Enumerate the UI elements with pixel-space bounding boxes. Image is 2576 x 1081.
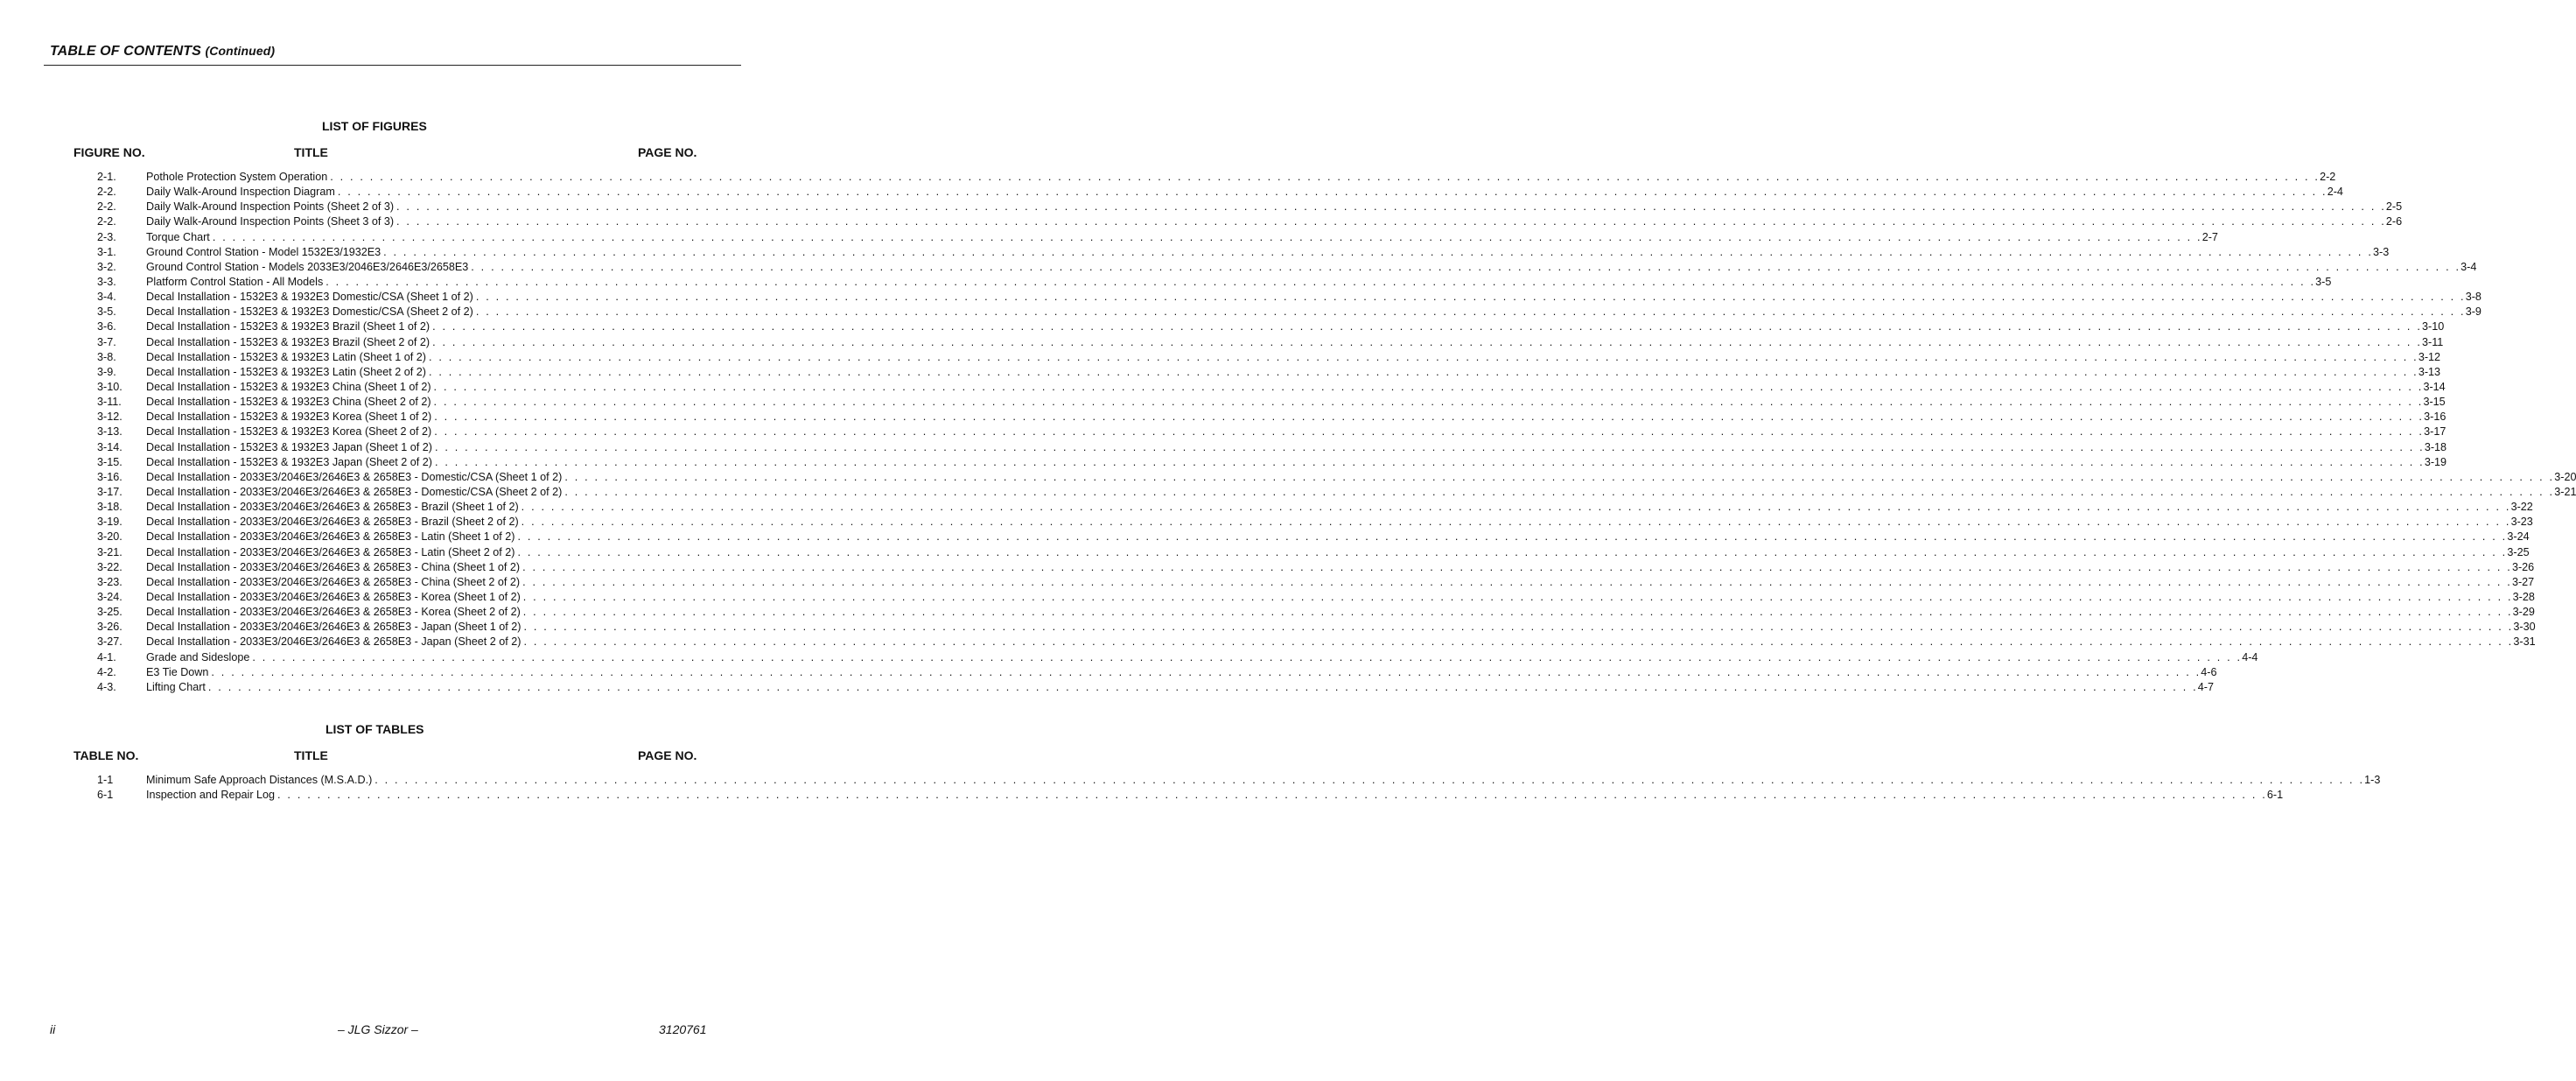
figure-entry[interactable] <box>97 365 2441 380</box>
figure-entry-number: 3-17. <box>97 485 122 498</box>
figure-entry[interactable] <box>97 200 2403 214</box>
figure-entry[interactable] <box>97 650 2258 665</box>
dot-leader: . . . . . . . . . . . . . . . . . . . . . . . . . . . . . . . . . . . . . . . . . . . . . . . . . . . . . . . . . . . . . . . . . . . . . . . . . . . . . . . . . . . . . . . . . . . . . . . . . . . . . . . . . . . . . . . . . . . . . . . . . . . . . . . . . . . . . . . . . . . . . . . . . . . . . . . . . . . . . . . . . . . . . . . . . . . . . . . . . . . . . . . . . . . . . . . . . . . . . . . . <box>211 665 2202 678</box>
figure-entry-page: 2-7 <box>2202 230 2223 245</box>
figure-entry-page: 2-4 <box>2328 185 2348 200</box>
figure-entry-page: 3-24 <box>2507 530 2529 544</box>
figure-entry[interactable] <box>97 335 2444 350</box>
figure-entry-page: 2-5 <box>2386 200 2407 214</box>
table-entry[interactable] <box>97 788 2284 803</box>
figure-entry-number: 4-2. <box>97 665 116 678</box>
figure-entry-title: Decal Installation - 2033E3/2046E3/2646E3 & 2658E3 - China (Sheet 1 of 2) <box>146 560 522 575</box>
figure-entry-number: 4-3. <box>97 680 116 693</box>
figure-entry-number: 3-7. <box>97 335 116 348</box>
figure-entry-number: 3-18. <box>97 501 122 514</box>
figure-entry-title: Decal Installation - 1532E3 & 1932E3 Latin (Sheet 1 of 2) <box>146 350 429 365</box>
figure-entry[interactable] <box>97 425 2446 439</box>
figure-entry[interactable] <box>97 185 2343 200</box>
figure-entry-page: 3-23 <box>2511 515 2533 530</box>
figure-entry-page: 3-30 <box>2513 620 2535 635</box>
figure-entry[interactable] <box>97 245 2390 260</box>
figure-entry[interactable] <box>97 395 2446 410</box>
figure-entry-page: 3-12 <box>2418 350 2440 365</box>
figure-entry[interactable] <box>97 680 2214 695</box>
figure-entry-title: Grade and Sideslope <box>146 650 252 665</box>
tables-section-title: LIST OF TABLES <box>326 722 424 736</box>
figure-entry-page: 3-14 <box>2423 380 2445 395</box>
figure-entry[interactable] <box>97 319 2445 334</box>
dot-leader: . . . . . . . . . . . . . . . . . . . . . . . . . . . . . . . . . . . . . . . . . . . . . . . . . . . . . . . . . . . . . . . . . . . . . . . . . . . . . . . . . . . . . . . . . . . . . . . . . . . . . . . . . . . . . . . . . . . . . . . . . . . . . . . . . . . . . . . . . . . . . . . . . . . . . . . . . . . . . . . . . . . . . . . . . . . . . . . . . . . . . . . . . . . . . . . . . . . . . . . . <box>434 455 2425 468</box>
figure-entry-title: Daily Walk-Around Inspection Diagram <box>146 185 338 200</box>
dot-leader: . . . . . . . . . . . . . . . . . . . . . . . . . . . . . . . . . . . . . . . . . . . . . . . . . . . . . . . . . . . . . . . . . . . . . . . . . . . . . . . . . . . . . . . . . . . . . . . . . . . . . . . . . . . . . . . . . . . . . . . . . . . . . . . . . . . . . . . . . . . . . . . . . . . . . . . . . . . . . . . . . . . . . . . . . . . . . . . . . . . . . . . . . . . . . . . . . . . . . . . . <box>522 590 2513 603</box>
figure-entry[interactable] <box>97 500 2533 515</box>
dot-leader: . . . . . . . . . . . . . . . . . . . . . . . . . . . . . . . . . . . . . . . . . . . . . . . . . . . . . . . . . . . . . . . . . . . . . . . . . . . . . . . . . . . . . . . . . . . . . . . . . . . . . . . . . . . . . . . . . . . . . . . . . . . . . . . . . . . . . . . . . . . . . . . . . . . . . . . . . . . . . . . . . . . . . . . . . . . . . . . . . . . . . . . . . . . . . . . . . . . . . . . . <box>521 501 2511 514</box>
dot-leader: . . . . . . . . . . . . . . . . . . . . . . . . . . . . . . . . . . . . . . . . . . . . . . . . . . . . . . . . . . . . . . . . . . . . . . . . . . . . . . . . . . . . . . . . . . . . . . . . . . . . . . . . . . . . . . . . . . . . . . . . . . . . . . . . . . . . . . . . . . . . . . . . . . . . . . . . . . . . . . . . . . . . . . . . . . . . . . . . . . . . . . . . . . . . . . . . . . . . . . . . <box>396 215 2386 228</box>
figure-entry[interactable] <box>97 455 2447 470</box>
figures-col-title: TITLE <box>294 145 328 159</box>
figure-entry-number: 3-10. <box>97 380 122 393</box>
figure-entry-title: Platform Control Station - All Models <box>146 275 326 290</box>
dot-leader: . . . . . . . . . . . . . . . . . . . . . . . . . . . . . . . . . . . . . . . . . . . . . . . . . . . . . . . . . . . . . . . . . . . . . . . . . . . . . . . . . . . . . . . . . . . . . . . . . . . . . . . . . . . . . . . . . . . . . . . . . . . . . . . . . . . . . . . . . . . . . . . . . . . . . . . . . . . . . . . . . . . . . . . . . . . . . . . . . . . . . . . . . . . . . . . . . . . . . . . . <box>396 200 2386 214</box>
figure-entry-page: 3-31 <box>2513 635 2535 649</box>
figure-entry[interactable] <box>97 665 2217 680</box>
figure-entry-title: Decal Installation - 2033E3/2046E3/2646E3 & 2658E3 - Latin (Sheet 1 of 2) <box>146 530 517 544</box>
figure-entry-title: Decal Installation - 1532E3 & 1932E3 Domestic/CSA (Sheet 2 of 2) <box>146 305 476 319</box>
figure-entry[interactable] <box>97 440 2447 455</box>
figure-entry[interactable] <box>97 620 2536 635</box>
figure-entry-title: Decal Installation - 2033E3/2046E3/2646E3 & 2658E3 - Brazil (Sheet 1 of 2) <box>146 500 522 515</box>
figure-entry-page: 3-4 <box>2460 260 2482 275</box>
dot-leader: . . . . . . . . . . . . . . . . . . . . . . . . . . . . . . . . . . . . . . . . . . . . . . . . . . . . . . . . . . . . . . . . . . . . . . . . . . . . . . . . . . . . . . . . . . . . . . . . . . . . . . . . . . . . . . . . . . . . . . . . . . . . . . . . . . . . . . . . . . . . . . . . . . . . . . . . . . . . . . . . . . . . . . . . . . . . . . . . . . . . . . . . . . . . . . . . . . . . . . . . <box>517 530 2508 544</box>
figure-entry-page: 3-18 <box>2425 440 2446 455</box>
figure-entry-page: 3-8 <box>2466 290 2487 305</box>
table-entry-page: 6-1 <box>2267 788 2288 803</box>
figure-entry-title: Daily Walk-Around Inspection Points (Sheet 3 of 3) <box>146 214 396 229</box>
figure-entry-number: 3-15. <box>97 455 122 468</box>
table-entry-title: Inspection and Repair Log <box>146 788 277 803</box>
footer-page-number: ii <box>50 1022 56 1036</box>
dot-leader: . . . . . . . . . . . . . . . . . . . . . . . . . . . . . . . . . . . . . . . . . . . . . . . . . . . . . . . . . . . . . . . . . . . . . . . . . . . . . . . . . . . . . . . . . . . . . . . . . . . . . . . . . . . . . . . . . . . . . . . . . . . . . . . . . . . . . . . . . . . . . . . . . . . . . . . . . . . . . . . . . . . . . . . . . . . . . . . . . . . . . . . . . . . . . . . . . . . . . . . . <box>522 560 2512 573</box>
figure-entry-number: 3-23. <box>97 575 122 588</box>
figure-entry-page: 3-9 <box>2466 305 2487 319</box>
figure-entry-title: Decal Installation - 1532E3 & 1932E3 Japan (Sheet 2 of 2) <box>146 455 435 470</box>
figure-entry-page: 3-19 <box>2425 455 2446 470</box>
figure-entry-title: Ground Control Station - Model 1532E3/1932E3 <box>146 245 383 260</box>
figure-entry-number: 3-22. <box>97 560 122 573</box>
figure-entry-number: 2-2. <box>97 186 116 199</box>
figure-entry-title: Decal Installation - 2033E3/2046E3/2646E3 & 2658E3 - Japan (Sheet 2 of 2) <box>146 635 523 649</box>
figure-entry-number: 3-12. <box>97 411 122 424</box>
tables-col-page: PAGE NO. <box>638 748 697 762</box>
figure-entry-number: 3-20. <box>97 530 122 544</box>
figure-entry-page: 3-20 <box>2554 470 2576 485</box>
figure-entry-number: 2-2. <box>97 215 116 228</box>
figure-entry[interactable] <box>97 214 2403 229</box>
figure-entry-title: Lifting Chart <box>146 680 208 695</box>
figure-entry-number: 3-13. <box>97 425 122 439</box>
figure-entry-page: 4-6 <box>2201 665 2222 680</box>
figure-entry-title: Decal Installation - 1532E3 & 1932E3 Brazil (Sheet 2 of 2) <box>146 335 432 350</box>
dot-leader: . . . . . . . . . . . . . . . . . . . . . . . . . . . . . . . . . . . . . . . . . . . . . . . . . . . . . . . . . . . . . . . . . . . . . . . . . . . . . . . . . . . . . . . . . . . . . . . . . . . . . . . . . . . . . . . . . . . . . . . . . . . . . . . . . . . . . . . . . . . . . . . . . . . . . . . . . . . . . . . . . . . . . . . . . . . . . . . . . . . . . . . . . . . . . . . . . . . . . . . . <box>523 635 2514 649</box>
figure-entry-page: 2-6 <box>2386 214 2407 229</box>
figure-entry-number: 2-2. <box>97 200 116 214</box>
figure-entry[interactable] <box>97 560 2535 575</box>
dot-leader: . . . . . . . . . . . . . . . . . . . . . . . . . . . . . . . . . . . . . . . . . . . . . . . . . . . . . . . . . . . . . . . . . . . . . . . . . . . . . . . . . . . . . . . . . . . . . . . . . . . . . . . . . . . . . . . . . . . . . . . . . . . . . . . . . . . . . . . . . . . . . . . . . . . . . . . . . . . . . . . . . . . . . . . . . . . . . . . . . . . . . . . . . . . . . . . . . . . . . . . . <box>523 621 2514 634</box>
dot-leader: . . . . . . . . . . . . . . . . . . . . . . . . . . . . . . . . . . . . . . . . . . . . . . . . . . . . . . . . . . . . . . . . . . . . . . . . . . . . . . . . . . . . . . . . . . . . . . . . . . . . . . . . . . . . . . . . . . . . . . . . . . . . . . . . . . . . . . . . . . . . . . . . . . . . . . . . . . . . . . . . . . . . . . . . . . . . . . . . . . . . . . . . . . . . . . . . . . . . . . . . <box>326 275 2316 288</box>
figure-entry-title: Decal Installation - 1532E3 & 1932E3 Latin (Sheet 2 of 2) <box>146 365 429 380</box>
figure-entry-page: 4-7 <box>2198 680 2219 695</box>
figure-entry[interactable] <box>97 260 2477 275</box>
figure-entry-page: 3-15 <box>2423 395 2445 410</box>
page-header <box>50 44 275 60</box>
figure-entry-title: Decal Installation - 1532E3 & 1932E3 Brazil (Sheet 1 of 2) <box>146 319 432 334</box>
figure-entry-page: 3-28 <box>2513 590 2535 605</box>
figure-entry-number: 3-27. <box>97 635 122 649</box>
figure-entry-number: 3-3. <box>97 275 116 288</box>
figure-entry-number: 3-6. <box>97 320 116 333</box>
figure-entry-page: 4-4 <box>2242 650 2263 665</box>
dot-leader: . . . . . . . . . . . . . . . . . . . . . . . . . . . . . . . . . . . . . . . . . . . . . . . . . . . . . . . . . . . . . . . . . . . . . . . . . . . . . . . . . . . . . . . . . . . . . . . . . . . . . . . . . . . . . . . . . . . . . . . . . . . . . . . . . . . . . . . . . . . . . . . . . . . . . . . . . . . . . . . . . . . . . . . . . . . . . . . . . . . . . . . . . . . . . . . . . . . . . . . . <box>207 680 2198 693</box>
figure-entry[interactable] <box>97 470 2576 485</box>
figure-entry[interactable] <box>97 575 2535 590</box>
footer-center-title: – JLG Sizzor – <box>338 1022 418 1036</box>
dot-leader: . . . . . . . . . . . . . . . . . . . . . . . . . . . . . . . . . . . . . . . . . . . . . . . . . . . . . . . . . . . . . . . . . . . . . . . . . . . . . . . . . . . . . . . . . . . . . . . . . . . . . . . . . . . . . . . . . . . . . . . . . . . . . . . . . . . . . . . . . . . . . . . . . . . . . . . . . . . . . . . . . . . . . . . . . . . . . . . . . . . . . . . . . . . . . . . . . . . . . . . . <box>434 440 2425 453</box>
dot-leader: . . . . . . . . . . . . . . . . . . . . . . . . . . . . . . . . . . . . . . . . . . . . . . . . . . . . . . . . . . . . . . . . . . . . . . . . . . . . . . . . . . . . . . . . . . . . . . . . . . . . . . . . . . . . . . . . . . . . . . . . . . . . . . . . . . . . . . . . . . . . . . . . . . . . . . . . . . . . . . . . . . . . . . . . . . . . . . . . . . . . . . . . . . . . . . . . . . . . . . . . <box>277 789 2267 802</box>
figure-entry-page: 3-13 <box>2418 365 2440 380</box>
table-entry-number: 6-1 <box>97 789 114 802</box>
figure-entry[interactable] <box>97 230 2218 245</box>
figure-entry-number: 3-19. <box>97 516 122 529</box>
figure-entry[interactable] <box>97 410 2446 425</box>
header-continued: (Continued) <box>205 44 276 58</box>
figure-entry-title: Decal Installation - 2033E3/2046E3/2646E3 & 2658E3 - Domestic/CSA (Sheet 2 of 2) <box>146 485 564 500</box>
figure-entry[interactable] <box>97 590 2535 605</box>
figure-entry-page: 3-17 <box>2424 425 2446 439</box>
table-entry[interactable] <box>97 773 2381 788</box>
figure-entry-title: Torque Chart <box>146 230 213 245</box>
figure-entry-page: 3-27 <box>2512 575 2534 590</box>
dot-leader: . . . . . . . . . . . . . . . . . . . . . . . . . . . . . . . . . . . . . . . . . . . . . . . . . . . . . . . . . . . . . . . . . . . . . . . . . . . . . . . . . . . . . . . . . . . . . . . . . . . . . . . . . . . . . . . . . . . . . . . . . . . . . . . . . . . . . . . . . . . . . . . . . . . . . . . . . . . . . . . . . . . . . . . . . . . . . . . . . . . . . . . . . . . . . . . . . . . . . . . . <box>433 396 2424 409</box>
figure-entry-title: Pothole Protection System Operation <box>146 170 330 185</box>
dot-leader: . . . . . . . . . . . . . . . . . . . . . . . . . . . . . . . . . . . . . . . . . . . . . . . . . . . . . . . . . . . . . . . . . . . . . . . . . . . . . . . . . . . . . . . . . . . . . . . . . . . . . . . . . . . . . . . . . . . . . . . . . . . . . . . . . . . . . . . . . . . . . . . . . . . . . . . . . . . . . . . . . . . . . . . . . . . . . . . . . . . . . . . . . . . . . . . . . . . . . . . . <box>522 606 2513 619</box>
table-entry-title: Minimum Safe Approach Distances (M.S.A.D.) <box>146 773 374 788</box>
figure-entry-title: Decal Installation - 1532E3 & 1932E3 China (Sheet 2 of 2) <box>146 395 434 410</box>
dot-leader: . . . . . . . . . . . . . . . . . . . . . . . . . . . . . . . . . . . . . . . . . . . . . . . . . . . . . . . . . . . . . . . . . . . . . . . . . . . . . . . . . . . . . . . . . . . . . . . . . . . . . . . . . . . . . . . . . . . . . . . . . . . . . . . . . . . . . . . . . . . . . . . . . . . . . . . . . . . . . . . . . . . . . . . . . . . . . . . . . . . . . . . . . . . . . . . . . . . . . . . . <box>428 350 2418 363</box>
figure-entry[interactable] <box>97 380 2446 395</box>
figure-entry-number: 4-1. <box>97 650 116 663</box>
figure-entry-number: 3-21. <box>97 545 122 558</box>
dot-leader: . . . . . . . . . . . . . . . . . . . . . . . . . . . . . . . . . . . . . . . . . . . . . . . . . . . . . . . . . . . . . . . . . . . . . . . . . . . . . . . . . . . . . . . . . . . . . . . . . . . . . . . . . . . . . . . . . . . . . . . . . . . . . . . . . . . . . . . . . . . . . . . . . . . . . . . . . . . . . . . . . . . . . . . . . . . . . . . . . . . . . . . . . . . . . . . . . . . . . . . . <box>374 774 2365 786</box>
header-rule <box>44 65 741 66</box>
figure-entry-page: 3-25 <box>2507 545 2529 560</box>
figure-entry[interactable] <box>97 485 2576 500</box>
table-entry-number: 1-1 <box>97 774 114 786</box>
figure-entry[interactable] <box>97 290 2482 305</box>
dot-leader: . . . . . . . . . . . . . . . . . . . . . . . . . . . . . . . . . . . . . . . . . . . . . . . . . . . . . . . . . . . . . . . . . . . . . . . . . . . . . . . . . . . . . . . . . . . . . . . . . . . . . . . . . . . . . . . . . . . . . . . . . . . . . . . . . . . . . . . . . . . . . . . . . . . . . . . . . . . . . . . . . . . . . . . . . . . . . . . . . . . . . . . . . . . . . . . . . . . . . . . . <box>522 575 2512 588</box>
figure-entry-number: 3-4. <box>97 291 116 304</box>
dot-leader: . . . . . . . . . . . . . . . . . . . . . . . . . . . . . . . . . . . . . . . . . . . . . . . . . . . . . . . . . . . . . . . . . . . . . . . . . . . . . . . . . . . . . . . . . . . . . . . . . . . . . . . . . . . . . . . . . . . . . . . . . . . . . . . . . . . . . . . . . . . . . . . . . . . . . . . . . . . . . . . . . . . . . . . . . . . . . . . . . . . . . . . . . . . . . . . . . . . . . . . . <box>564 470 2555 483</box>
table-entry-page: 1-3 <box>2364 773 2385 788</box>
figure-list <box>97 170 2576 695</box>
dot-leader: . . . . . . . . . . . . . . . . . . . . . . . . . . . . . . . . . . . . . . . . . . . . . . . . . . . . . . . . . . . . . . . . . . . . . . . . . . . . . . . . . . . . . . . . . . . . . . . . . . . . . . . . . . . . . . . . . . . . . . . . . . . . . . . . . . . . . . . . . . . . . . . . . . . . . . . . . . . . . . . . . . . . . . . . . . . . . . . . . . . . . . . . . . . . . . . . . . . . . . . . <box>521 516 2511 529</box>
figure-entry[interactable] <box>97 275 2332 290</box>
dot-leader: . . . . . . . . . . . . . . . . . . . . . . . . . . . . . . . . . . . . . . . . . . . . . . . . . . . . . . . . . . . . . . . . . . . . . . . . . . . . . . . . . . . . . . . . . . . . . . . . . . . . . . . . . . . . . . . . . . . . . . . . . . . . . . . . . . . . . . . . . . . . . . . . . . . . . . . . . . . . . . . . . . . . . . . . . . . . . . . . . . . . . . . . . . . . . . . . . . . . . . . . <box>337 186 2328 199</box>
dot-leader: . . . . . . . . . . . . . . . . . . . . . . . . . . . . . . . . . . . . . . . . . . . . . . . . . . . . . . . . . . . . . . . . . . . . . . . . . . . . . . . . . . . . . . . . . . . . . . . . . . . . . . . . . . . . . . . . . . . . . . . . . . . . . . . . . . . . . . . . . . . . . . . . . . . . . . . . . . . . . . . . . . . . . . . . . . . . . . . . . . . . . . . . . . . . . . . . . . . . . . . . <box>517 545 2508 558</box>
figure-entry-page: 2-2 <box>2320 170 2341 185</box>
figure-entry-title: Daily Walk-Around Inspection Points (Sheet 2 of 3) <box>146 200 396 214</box>
figure-entry-page: 3-21 <box>2554 485 2576 500</box>
figure-entry-number: 3-26. <box>97 621 122 634</box>
dot-leader: . . . . . . . . . . . . . . . . . . . . . . . . . . . . . . . . . . . . . . . . . . . . . . . . . . . . . . . . . . . . . . . . . . . . . . . . . . . . . . . . . . . . . . . . . . . . . . . . . . . . . . . . . . . . . . . . . . . . . . . . . . . . . . . . . . . . . . . . . . . . . . . . . . . . . . . . . . . . . . . . . . . . . . . . . . . . . . . . . . . . . . . . . . . . . . . . . . . . . . . . <box>434 425 2425 439</box>
tables-col-title: TITLE <box>294 748 328 762</box>
figure-entry-title: Decal Installation - 2033E3/2046E3/2646E3 & 2658E3 - Korea (Sheet 1 of 2) <box>146 590 523 605</box>
header-title: TABLE OF CONTENTS <box>50 44 201 59</box>
figure-entry-title: Decal Installation - 1532E3 & 1932E3 Domestic/CSA (Sheet 1 of 2) <box>146 290 476 305</box>
figure-entry[interactable] <box>97 545 2530 560</box>
figure-entry[interactable] <box>97 170 2336 185</box>
figure-entry-number: 3-25. <box>97 606 122 619</box>
dot-leader: . . . . . . . . . . . . . . . . . . . . . . . . . . . . . . . . . . . . . . . . . . . . . . . . . . . . . . . . . . . . . . . . . . . . . . . . . . . . . . . . . . . . . . . . . . . . . . . . . . . . . . . . . . . . . . . . . . . . . . . . . . . . . . . . . . . . . . . . . . . . . . . . . . . . . . . . . . . . . . . . . . . . . . . . . . . . . . . . . . . . . . . . . . . . . . . . . . . . . . . . <box>252 650 2243 663</box>
dot-leader: . . . . . . . . . . . . . . . . . . . . . . . . . . . . . . . . . . . . . . . . . . . . . . . . . . . . . . . . . . . . . . . . . . . . . . . . . . . . . . . . . . . . . . . . . . . . . . . . . . . . . . . . . . . . . . . . . . . . . . . . . . . . . . . . . . . . . . . . . . . . . . . . . . . . . . . . . . . . . . . . . . . . . . . . . . . . . . . . . . . . . . . . . . . . . . . . . . . . . . . . <box>475 305 2466 319</box>
dot-leader: . . . . . . . . . . . . . . . . . . . . . . . . . . . . . . . . . . . . . . . . . . . . . . . . . . . . . . . . . . . . . . . . . . . . . . . . . . . . . . . . . . . . . . . . . . . . . . . . . . . . . . . . . . . . . . . . . . . . . . . . . . . . . . . . . . . . . . . . . . . . . . . . . . . . . . . . . . . . . . . . . . . . . . . . . . . . . . . . . . . . . . . . . . . . . . . . . . . . . . . . <box>475 291 2466 304</box>
dot-leader: . . . . . . . . . . . . . . . . . . . . . . . . . . . . . . . . . . . . . . . . . . . . . . . . . . . . . . . . . . . . . . . . . . . . . . . . . . . . . . . . . . . . . . . . . . . . . . . . . . . . . . . . . . . . . . . . . . . . . . . . . . . . . . . . . . . . . . . . . . . . . . . . . . . . . . . . . . . . . . . . . . . . . . . . . . . . . . . . . . . . . . . . . . . . . . . . . . . . . . . . <box>432 320 2423 333</box>
figure-entry-title: Decal Installation - 2033E3/2046E3/2646E3 & 2658E3 - Japan (Sheet 1 of 2) <box>146 620 523 635</box>
figure-entry[interactable] <box>97 605 2535 620</box>
tables-col-number: TABLE NO. <box>74 748 139 762</box>
figure-entry-number: 2-3. <box>97 230 116 243</box>
figure-entry-number: 3-24. <box>97 590 122 603</box>
figures-section-title: LIST OF FIGURES <box>322 119 427 133</box>
figure-entry-title: Decal Installation - 2033E3/2046E3/2646E3 & 2658E3 - Domestic/CSA (Sheet 1 of 2) <box>146 470 564 485</box>
figure-entry-page: 3-3 <box>2373 245 2394 260</box>
figure-entry-title: Decal Installation - 1532E3 & 1932E3 China (Sheet 1 of 2) <box>146 380 434 395</box>
figure-entry-title: Decal Installation - 1532E3 & 1932E3 Korea (Sheet 1 of 2) <box>146 410 434 425</box>
figure-entry[interactable] <box>97 530 2530 544</box>
footer-doc-number: 3120761 <box>659 1022 707 1036</box>
figure-entry-title: Ground Control Station - Models 2033E3/2046E3/2646E3/2658E3 <box>146 260 471 275</box>
figure-entry[interactable] <box>97 515 2533 530</box>
figure-entry-page: 3-22 <box>2511 500 2533 515</box>
figure-entry-page: 3-26 <box>2512 560 2534 575</box>
figure-entry-number: 3-9. <box>97 365 116 378</box>
figures-col-page: PAGE NO. <box>638 145 697 159</box>
table-list <box>97 773 2381 803</box>
figure-entry[interactable] <box>97 635 2536 649</box>
dot-leader: . . . . . . . . . . . . . . . . . . . . . . . . . . . . . . . . . . . . . . . . . . . . . . . . . . . . . . . . . . . . . . . . . . . . . . . . . . . . . . . . . . . . . . . . . . . . . . . . . . . . . . . . . . . . . . . . . . . . . . . . . . . . . . . . . . . . . . . . . . . . . . . . . . . . . . . . . . . . . . . . . . . . . . . . . . . . . . . . . . . . . . . . . . . . . . . . . . . . . . . . <box>428 365 2418 378</box>
figure-entry-page: 3-16 <box>2424 410 2446 425</box>
dot-leader: . . . . . . . . . . . . . . . . . . . . . . . . . . . . . . . . . . . . . . . . . . . . . . . . . . . . . . . . . . . . . . . . . . . . . . . . . . . . . . . . . . . . . . . . . . . . . . . . . . . . . . . . . . . . . . . . . . . . . . . . . . . . . . . . . . . . . . . . . . . . . . . . . . . . . . . . . . . . . . . . . . . . . . . . . . . . . . . . . . . . . . . . . . . . . . . . . . . . . . . . <box>330 171 2320 183</box>
dot-leader: . . . . . . . . . . . . . . . . . . . . . . . . . . . . . . . . . . . . . . . . . . . . . . . . . . . . . . . . . . . . . . . . . . . . . . . . . . . . . . . . . . . . . . . . . . . . . . . . . . . . . . . . . . . . . . . . . . . . . . . . . . . . . . . . . . . . . . . . . . . . . . . . . . . . . . . . . . . . . . . . . . . . . . . . . . . . . . . . . . . . . . . . . . . . . . . . . . . . . . . . <box>212 230 2202 243</box>
figure-entry-number: 3-11. <box>97 396 122 409</box>
figure-entry-number: 2-1. <box>97 171 116 183</box>
figure-entry-title: Decal Installation - 2033E3/2046E3/2646E3 & 2658E3 - China (Sheet 2 of 2) <box>146 575 522 590</box>
dot-leader: . . . . . . . . . . . . . . . . . . . . . . . . . . . . . . . . . . . . . . . . . . . . . . . . . . . . . . . . . . . . . . . . . . . . . . . . . . . . . . . . . . . . . . . . . . . . . . . . . . . . . . . . . . . . . . . . . . . . . . . . . . . . . . . . . . . . . . . . . . . . . . . . . . . . . . . . . . . . . . . . . . . . . . . . . . . . . . . . . . . . . . . . . . . . . . . . . . . . . . . . <box>471 260 2461 273</box>
figure-entry-title: Decal Installation - 2033E3/2046E3/2646E3 & 2658E3 - Latin (Sheet 2 of 2) <box>146 545 517 560</box>
figure-entry-number: 3-8. <box>97 350 116 363</box>
figures-col-number: FIGURE NO. <box>74 145 145 159</box>
figure-entry-number: 3-16. <box>97 470 122 483</box>
dot-leader: . . . . . . . . . . . . . . . . . . . . . . . . . . . . . . . . . . . . . . . . . . . . . . . . . . . . . . . . . . . . . . . . . . . . . . . . . . . . . . . . . . . . . . . . . . . . . . . . . . . . . . . . . . . . . . . . . . . . . . . . . . . . . . . . . . . . . . . . . . . . . . . . . . . . . . . . . . . . . . . . . . . . . . . . . . . . . . . . . . . . . . . . . . . . . . . . . . . . . . . . <box>433 380 2424 393</box>
figure-entry-title: E3 Tie Down <box>146 665 211 680</box>
figure-entry-title: Decal Installation - 2033E3/2046E3/2646E3 & 2658E3 - Korea (Sheet 2 of 2) <box>146 605 523 620</box>
figure-entry-number: 3-1. <box>97 245 116 258</box>
figure-entry-number: 3-2. <box>97 260 116 273</box>
figure-entry-page: 3-11 <box>2422 335 2443 350</box>
figure-entry-page: 3-5 <box>2315 275 2336 290</box>
figure-entry-number: 3-14. <box>97 440 122 453</box>
figure-entry-page: 3-29 <box>2513 605 2535 620</box>
figure-entry[interactable] <box>97 350 2441 365</box>
dot-leader: . . . . . . . . . . . . . . . . . . . . . . . . . . . . . . . . . . . . . . . . . . . . . . . . . . . . . . . . . . . . . . . . . . . . . . . . . . . . . . . . . . . . . . . . . . . . . . . . . . . . . . . . . . . . . . . . . . . . . . . . . . . . . . . . . . . . . . . . . . . . . . . . . . . . . . . . . . . . . . . . . . . . . . . . . . . . . . . . . . . . . . . . . . . . . . . . . . . . . . . . <box>432 335 2423 348</box>
figure-entry-page: 3-10 <box>2422 319 2444 334</box>
figure-entry[interactable] <box>97 305 2482 319</box>
dot-leader: . . . . . . . . . . . . . . . . . . . . . . . . . . . . . . . . . . . . . . . . . . . . . . . . . . . . . . . . . . . . . . . . . . . . . . . . . . . . . . . . . . . . . . . . . . . . . . . . . . . . . . . . . . . . . . . . . . . . . . . . . . . . . . . . . . . . . . . . . . . . . . . . . . . . . . . . . . . . . . . . . . . . . . . . . . . . . . . . . . . . . . . . . . . . . . . . . . . . . . . . <box>383 245 2374 258</box>
figure-entry-number: 3-5. <box>97 305 116 319</box>
dot-leader: . . . . . . . . . . . . . . . . . . . . . . . . . . . . . . . . . . . . . . . . . . . . . . . . . . . . . . . . . . . . . . . . . . . . . . . . . . . . . . . . . . . . . . . . . . . . . . . . . . . . . . . . . . . . . . . . . . . . . . . . . . . . . . . . . . . . . . . . . . . . . . . . . . . . . . . . . . . . . . . . . . . . . . . . . . . . . . . . . . . . . . . . . . . . . . . . . . . . . . . . <box>564 485 2555 498</box>
figure-entry-title: Decal Installation - 1532E3 & 1932E3 Japan (Sheet 1 of 2) <box>146 440 435 455</box>
figure-entry-title: Decal Installation - 1532E3 & 1932E3 Korea (Sheet 2 of 2) <box>146 425 434 439</box>
dot-leader: . . . . . . . . . . . . . . . . . . . . . . . . . . . . . . . . . . . . . . . . . . . . . . . . . . . . . . . . . . . . . . . . . . . . . . . . . . . . . . . . . . . . . . . . . . . . . . . . . . . . . . . . . . . . . . . . . . . . . . . . . . . . . . . . . . . . . . . . . . . . . . . . . . . . . . . . . . . . . . . . . . . . . . . . . . . . . . . . . . . . . . . . . . . . . . . . . . . . . . . . <box>434 411 2425 424</box>
figure-entry-title: Decal Installation - 2033E3/2046E3/2646E3 & 2658E3 - Brazil (Sheet 2 of 2) <box>146 515 522 530</box>
